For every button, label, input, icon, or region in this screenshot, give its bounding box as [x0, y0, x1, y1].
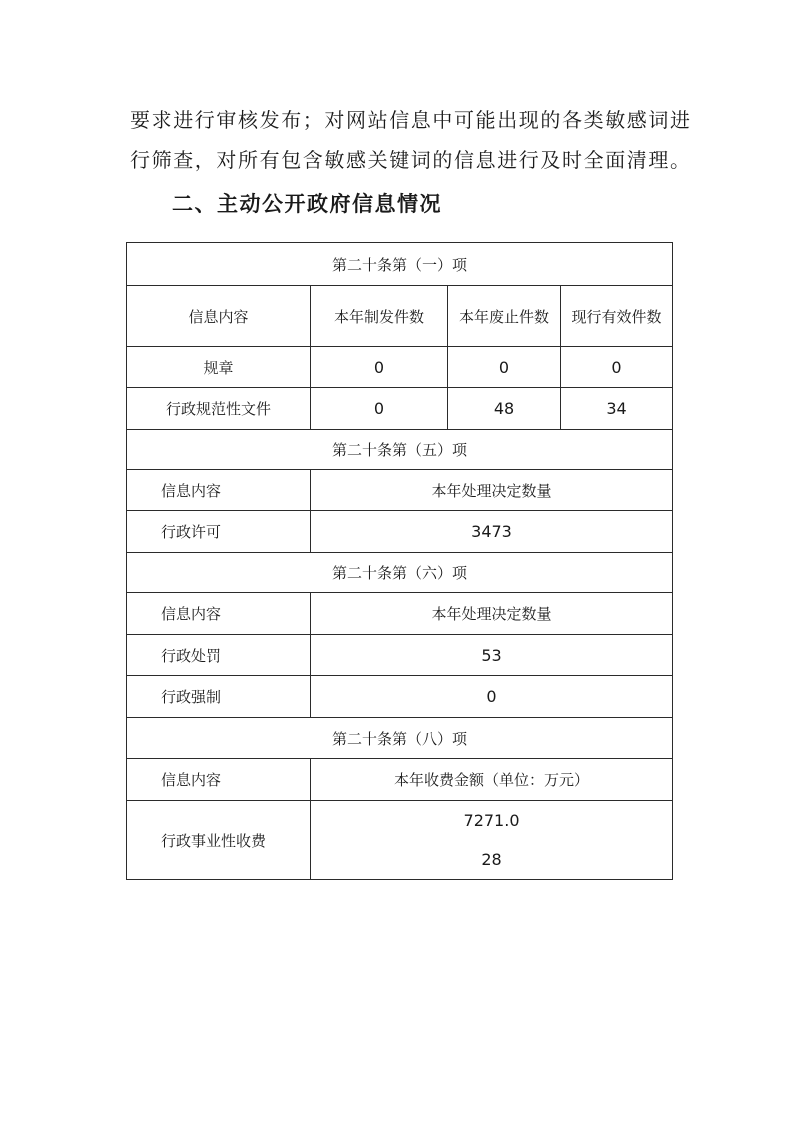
header-issued-count: 本年制发件数 [311, 286, 448, 347]
row-label: 规章 [127, 347, 311, 388]
disclosure-table [126, 242, 673, 880]
header-valid-count: 现行有效件数 [561, 286, 673, 347]
header-decision-count: 本年处理决定数量 [311, 470, 673, 511]
header-fee-amount: 本年收费金额（单位：万元） [311, 759, 673, 801]
table-row [127, 801, 673, 880]
fee-value [311, 801, 673, 880]
table-header-row [127, 286, 673, 347]
decision-value: 3473 [311, 511, 673, 553]
section-title-8: 第二十条第（八）项 [127, 718, 673, 759]
decision-value: 53 [311, 635, 673, 676]
table-row [127, 635, 673, 676]
header-info-content: 信息内容 [127, 470, 311, 511]
header-info-content: 信息内容 [127, 759, 311, 801]
table-row [127, 347, 673, 388]
section-header-row [127, 430, 673, 470]
table-header-row [127, 759, 673, 801]
table-row [127, 676, 673, 718]
row-label: 行政强制 [127, 676, 311, 718]
header-decision-count: 本年处理决定数量 [311, 593, 673, 635]
table-row [127, 511, 673, 553]
header-info-content: 信息内容 [127, 286, 311, 347]
row-label: 行政规范性文件 [127, 388, 311, 430]
issued-value: 0 [311, 347, 448, 388]
section-header-row [127, 718, 673, 759]
section-header-row [127, 553, 673, 593]
table-row [127, 388, 673, 430]
intro-line-1: 要求进行审核发布；对网站信息中可能出现的各类敏感词进 [130, 108, 692, 132]
decision-value: 0 [311, 676, 673, 718]
header-info-content: 信息内容 [127, 593, 311, 635]
valid-value: 34 [561, 388, 673, 430]
section-header-row [127, 243, 673, 286]
repealed-value: 0 [448, 347, 561, 388]
row-label: 行政许可 [127, 511, 311, 553]
section-title-6: 第二十条第（六）项 [127, 553, 673, 593]
section-title: 二、主动公开政府信息情况 [172, 192, 442, 216]
issued-value: 0 [311, 388, 448, 430]
fee-value-line-1: 7271.0 [463, 811, 520, 830]
table-header-row [127, 593, 673, 635]
row-label: 行政处罚 [127, 635, 311, 676]
section-title-5: 第二十条第（五）项 [127, 430, 673, 470]
fee-value-line-2: 28 [481, 850, 502, 869]
repealed-value: 48 [448, 388, 561, 430]
section-title-1: 第二十条第（一）项 [127, 243, 673, 286]
table-header-row [127, 470, 673, 511]
header-repealed-count: 本年废止件数 [448, 286, 561, 347]
intro-paragraph [130, 100, 700, 180]
intro-line-2: 行筛查，对所有包含敏感关键词的信息进行及时全面清理。 [130, 148, 692, 172]
valid-value: 0 [561, 347, 673, 388]
row-label: 行政事业性收费 [127, 801, 311, 880]
